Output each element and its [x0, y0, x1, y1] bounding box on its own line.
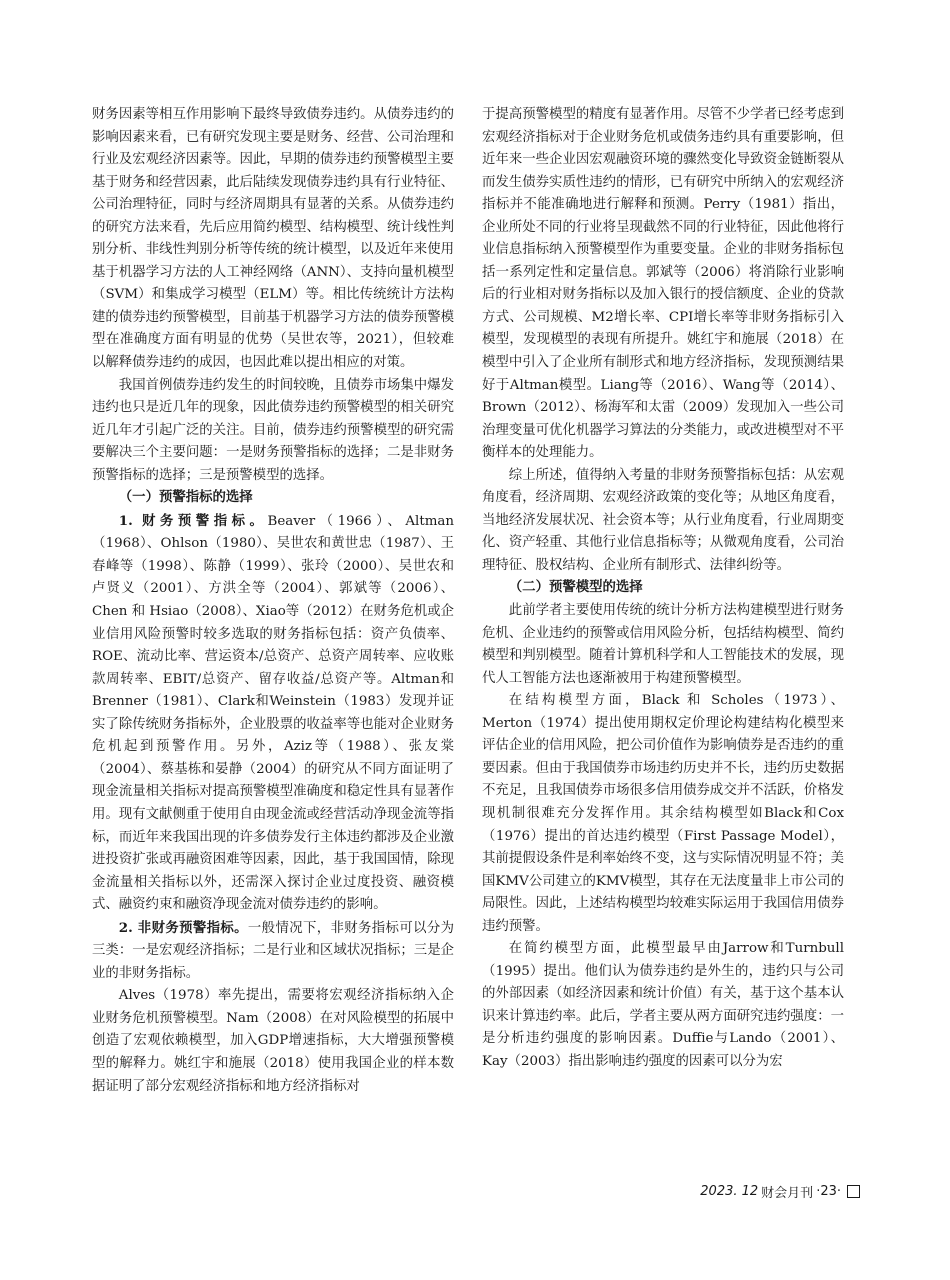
paragraph: 综上所述，值得纳入考量的非财务预警指标包括：从宏观角度看，经济周期、宏观经济政策的变化等；从地区角度看，当地经济发展状况、社会资本等；从行业角度看，行业周期变化、资产轻重、其他行业信息指标等；从微观角度看，公司治理特征、股权结构、企业所有制形式、法律纠纷等。 [482, 467, 844, 573]
paragraph-text: 一般情况下，非财务指标可以分为三类：一是宏观经济指标；二是行业和区域状况指标；三是企业的非财务指标。 [92, 920, 455, 981]
paragraph: 财务因素等相互作用影响下最终导致债券违约。从债券违约的影响因素来看，已有研究发现主要是财务、经营、公司治理和行业及宏观经济因素等。因此，早期的债券违约预警模型主要基于财务和经营因素，此后陆续发现债券违约具有行业特征、公司治理特征，同时与经济周期具有显著的关系。从债券违约的研究方法来看，先后应用简约模型、结构模型、统计线性判别分析、非线性判别分析等传统的统计模型，以及近年来使用基于机器学习方法的人工神经网络（ANN）、支持向量机模型（SVM）和集成学习模型（ELM）等。相比传统统计方法构建的债券违约预警模型，目前基于机器学习方法的债券预警模型在准确度方面有明显的优势（吴世农等，2021），但较难以解释债券违约的成因，也因此难以提出相应的对策。 [92, 107, 454, 371]
paragraph: 在结构模型方面，Black 和 Scholes（1973）、Merton（1974）提出使用期权定价理论构建结构化模型来评估企业的信用风险，把公司价值作为影响债券是否违约的重要因素。但由于我国债券市场违约历史并不长，违约历史数据不充足，且我国债券市场很多信用债券成交并不活跃，价格发现机制很难充分发挥作用。其余结构模型如Black和Cox（1976）提出的首达违约模型（First Passage Model），其前提假设条件是利率始终不变，这与实际情况明显不符；美国KMV公司建立的KMV模型，其存在无法度量非上市公司的局限性。因此，上述结构模型均较难实际运用于我国信用债券违约预警。 [482, 693, 844, 934]
paragraph [92, 510, 454, 917]
paragraph: 于提高预警模型的精度有显著作用。尽管不少学者已经考虑到宏观经济指标对于企业财务危机或债务违约具有重要影响，但近年来一些企业因宏观融资环境的骤然变化导致资金链断裂从而发生债券实质性违约的情形，已有研究中所纳入的宏观经济指标并不能准确地进行解释和预测。Perry（1981）指出，企业所处不同的行业将呈现截然不同的行业特征，因此他将行业信息指标纳入预警模型作为重要变量。企业的非财务指标包括一系列定性和定量信息。郭斌等（2006）将消除行业影响后的行业相对财务指标以及加入银行的授信额度、企业的贷款方式、公司规模、M2增长率、CPI增长率等非财务指标引入模型，发现模型的表现有所提升。姚红宇和施展（2018）在模型中引入了企业所有制形式和地方经济指标，发现预测结果好于Altman模型。Liang等（2016）、Wang等（2014）、Brown（2012）、杨海军和太雷（2009）发现加入一些公司治理变量可优化机器学习算法的分类能力，或改进模型对不平衡样本的处理能力。 [482, 107, 844, 461]
page-number: ·23· [816, 1184, 841, 1199]
square-icon [847, 1185, 860, 1198]
section-heading: （二）预警模型的选择 [508, 580, 643, 596]
paragraph: 我国首例债券违约发生的时间较晚，且债券市场集中爆发违约也只是近几年的现象，因此债券违约预警模型的相关研究近几年才引起广泛的关注。目前，债券违约预警模型的研究需要解决三个主要问题：一是财务预警指标的选择；二是非财务预警指标的选择；三是预警模型的选择。 [92, 377, 454, 483]
subsection-label: 2. 非财务预警指标。 [118, 919, 248, 936]
journal-name: 财会月刊 [761, 1186, 814, 1201]
paragraph: 此前学者主要使用传统的统计分析方法构建模型进行财务危机、企业违约的预警或信用风险分析，包括结构模型、简约模型和判别模型。随着计算机科学和人工智能技术的发展，现代人工智能方法也逐渐被用于构建预警模型。 [482, 603, 844, 686]
issue-number: 2023. 12 [700, 1184, 759, 1199]
page-footer [700, 1182, 860, 1201]
paragraph: Alves（1978）率先提出，需要将宏观经济指标纳入企业财务危机预警模型。Nam（2008）在对风险模型的拓展中创造了宏观依赖模型，加入GDP增速指标，大大增强预警模型的解释力。姚红宇和施展（2018）使用我国企业的样本数据证明了部分宏观经济指标和地方经济指标对 [92, 988, 454, 1094]
paragraph-text: Beaver（1966）、Altman（1968）、Ohlson（1980）、吴世农和黄世忠（1987）、王春峰等（1998）、陈静（1999）、张玲（2000）、吴世农和卢贤义（2001）、方洪全等（2004）、郭斌等（2006）、Chen 和 Hsiao（2008）、Xiao等（2012）在财务危机或企业信用风险预警时较多选取的财务指标包括：资产负债率、ROE、流动比率、营运资本/总资产、总资产周转率、应收账款周转率、EBIT/总资产、留存收益/总资产等。Altman和Brenner（1981）、Clark和Weinstein（1983）发现并证实了除传统财务指标外，企业股票的收益率等也能对企业财务危机起到预警作用。另外，Aziz等（1988）、张友棠（2004）、蔡基栋和晏静（2004）的研究从不同方面证明了现金流量相关指标对提高预警模型准确度和稳定性具有显著作用。现有文献侧重于使用自由现金流或经营活动净现金流等指标，而近年来我国出现的许多债券发行主体违约都涉及企业激进投资扩张或再融资困难等因素，因此，基于我国国情，除现金流量相关指标以外，还需深入探讨企业过度投资、融资模式、融资约束和融资净现金流对债券违约的影响。 [92, 513, 455, 913]
left-column [92, 104, 454, 1098]
paragraph: 在简约模型方面，此模型最早由Jarrow和Turnbull（1995）提出。他们认为债券违约是外生的，违约只与公司的外部因素（如经济因素和统计价值）有关，基于这个基本认识来计算违约率。此后，学者主要从两方面研究违约强度：一是分析违约强度的影响因素。Duffie与Lando（2001）、Kay（2003）指出影响违约强度的因素可以分为宏 [482, 941, 844, 1069]
paragraph [92, 917, 454, 986]
section-heading: （一）预警指标的选择 [118, 490, 253, 506]
right-column [482, 104, 844, 1074]
subsection-label: 1. 财务预警指标。 [118, 512, 268, 529]
